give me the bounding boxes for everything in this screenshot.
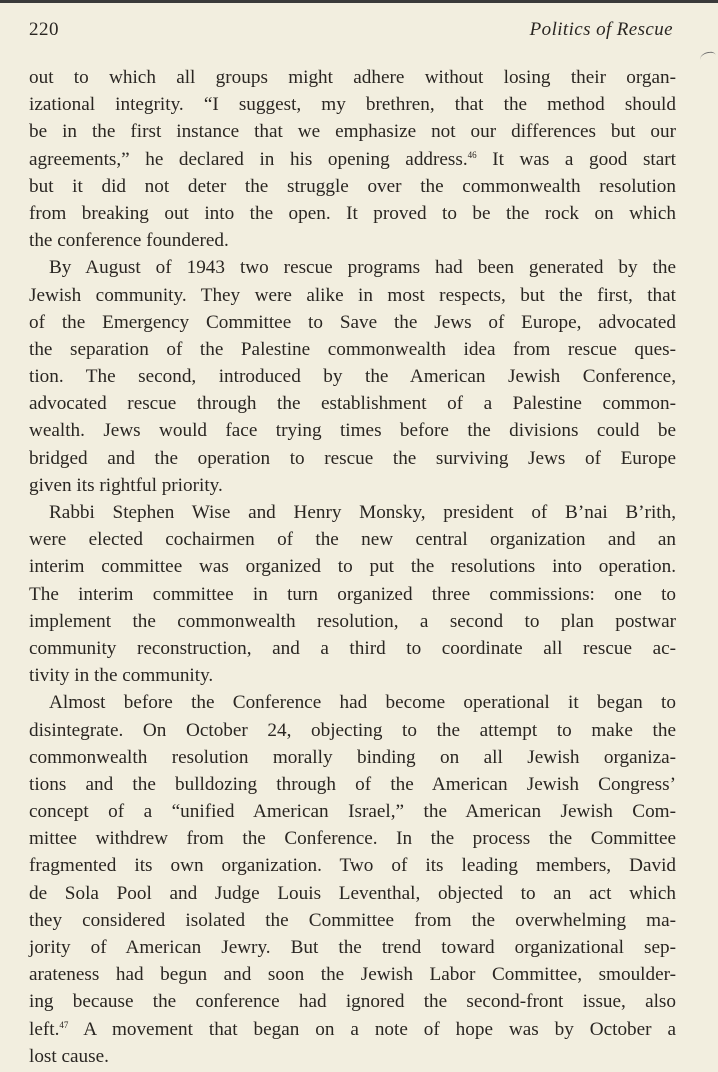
line-text: fragmented its own organization. Two of its leading members, David <box>29 855 676 877</box>
line-text: jority of American Jewry. But the trend toward organizational sep- <box>29 937 676 958</box>
text-line <box>29 417 676 444</box>
line-text: By August of 1943 two rescue programs had been generated by the <box>49 257 676 279</box>
text-line <box>29 309 676 336</box>
line-text: left. <box>29 1018 60 1040</box>
text-line <box>29 852 676 879</box>
text-line <box>29 581 676 608</box>
line-text: concept of a “unified American Israel,” the American Jewish Com- <box>29 801 676 823</box>
text-line <box>29 717 676 744</box>
line-text: of the Emergency Committee to Save the Jews of Europe, advocated <box>29 311 676 333</box>
text-line <box>29 961 676 988</box>
line-text: tivity in the community. <box>29 665 214 687</box>
line-text: the conference foundered. <box>29 230 229 252</box>
line-text: given its rightful priority. <box>29 474 223 496</box>
text-line <box>29 689 676 716</box>
text-line <box>29 118 676 145</box>
paragraph <box>29 499 676 689</box>
text-line <box>29 988 676 1015</box>
line-text: mittee withdrew from the Conference. In the process the Committee <box>29 828 676 850</box>
line-text: interim committee was organized to put the resolutions into operation. <box>29 556 676 578</box>
text-line <box>29 798 676 825</box>
text-line <box>29 336 676 363</box>
line-text: wealth. Jews would face trying times before the divisions could be <box>29 420 676 442</box>
line-text: the separation of the Palestine commonwealth idea from rescue ques- <box>29 338 676 360</box>
line-text: ing because the conference had ignored the second-front issue, also <box>29 991 676 1013</box>
text-line <box>29 91 676 118</box>
text-line <box>29 472 676 499</box>
text-line <box>29 662 676 689</box>
line-text: arateness had begun and soon the Jewish Labor Committee, smoulder- <box>29 964 676 986</box>
line-text: tion. The second, introduced by the American Jewish Conference, <box>29 366 676 388</box>
text-line <box>29 771 676 798</box>
line-text: commonwealth resolution morally binding on all Jewish organiza- <box>29 746 676 768</box>
text-line <box>29 390 676 417</box>
text-line <box>29 526 676 553</box>
line-text: be in the first instance that we emphasize not our differences but our <box>29 121 676 143</box>
text-line <box>29 744 676 771</box>
scan-top-edge <box>0 0 718 3</box>
text-line <box>29 64 676 91</box>
line-text: from breaking out into the open. It proved to be the rock on which <box>29 202 676 224</box>
running-head <box>29 19 673 45</box>
text-line <box>29 499 676 526</box>
text-line <box>29 934 676 961</box>
line-text: bridged and the operation to rescue the surviving Jews of Europe <box>29 447 676 469</box>
text-line <box>29 363 676 390</box>
footnote-marker: 46 <box>467 149 477 160</box>
paragraph <box>29 64 676 254</box>
text-line <box>29 635 676 662</box>
line-text: tions and the bulldozing through of the American Jewish Congress’ <box>29 773 676 795</box>
line-text: izational integrity. “I suggest, my brethren, that the method should <box>29 94 676 116</box>
text-line <box>29 445 676 472</box>
text-line <box>29 825 676 852</box>
line-text: they considered isolated the Committee from the overwhelming ma- <box>29 909 676 931</box>
line-text: agreements,” he declared in his opening address. <box>29 148 468 170</box>
line-text: but it did not deter the struggle over the commonwealth resolution <box>29 175 676 197</box>
text-line <box>29 1043 676 1070</box>
line-text: implement the commonwealth resolution, a second to plan postwar <box>29 610 676 632</box>
line-text: were elected cochairmen of the new central organization and an <box>29 529 676 551</box>
text-line <box>29 907 676 934</box>
margin-pencil-mark <box>699 51 716 64</box>
line-text: advocated rescue through the establishment of a Palestine common- <box>29 393 676 415</box>
line-text-continued: A movement that began on a note of hope was by October a <box>68 1018 676 1040</box>
text-line <box>29 254 676 281</box>
line-text: community reconstruction, and a third to coordinate all rescue ac- <box>29 637 676 659</box>
page-number: 220 <box>29 19 59 40</box>
body-text <box>29 64 676 1070</box>
line-text: Jewish community. They were alike in most respects, but the first, that <box>29 284 676 306</box>
line-text: Rabbi Stephen Wise and Henry Monsky, president of B’nai B’rith, <box>49 502 676 523</box>
footnote-marker: 47 <box>59 1019 69 1030</box>
text-line <box>29 200 676 227</box>
paragraph <box>29 254 676 499</box>
text-line <box>29 173 676 200</box>
text-line <box>29 880 676 907</box>
paragraph <box>29 689 676 1070</box>
text-line <box>29 146 676 173</box>
line-text: lost cause. <box>29 1045 109 1067</box>
line-text: out to which all groups might adhere without losing their organ- <box>29 67 676 88</box>
text-line <box>29 553 676 580</box>
text-line <box>29 1016 676 1043</box>
text-line <box>29 608 676 635</box>
line-text: Almost before the Conference had become operational it began to <box>49 692 676 714</box>
line-text-continued: It was a good start <box>476 148 676 170</box>
running-title: Politics of Rescue <box>529 19 673 40</box>
line-text: The interim committee in turn organized three commissions: one to <box>29 583 676 605</box>
line-text: de Sola Pool and Judge Louis Leventhal, objected to an act which <box>29 882 676 904</box>
text-line <box>29 282 676 309</box>
line-text: disintegrate. On October 24, objecting to the attempt to make the <box>29 719 676 741</box>
text-line <box>29 227 676 254</box>
